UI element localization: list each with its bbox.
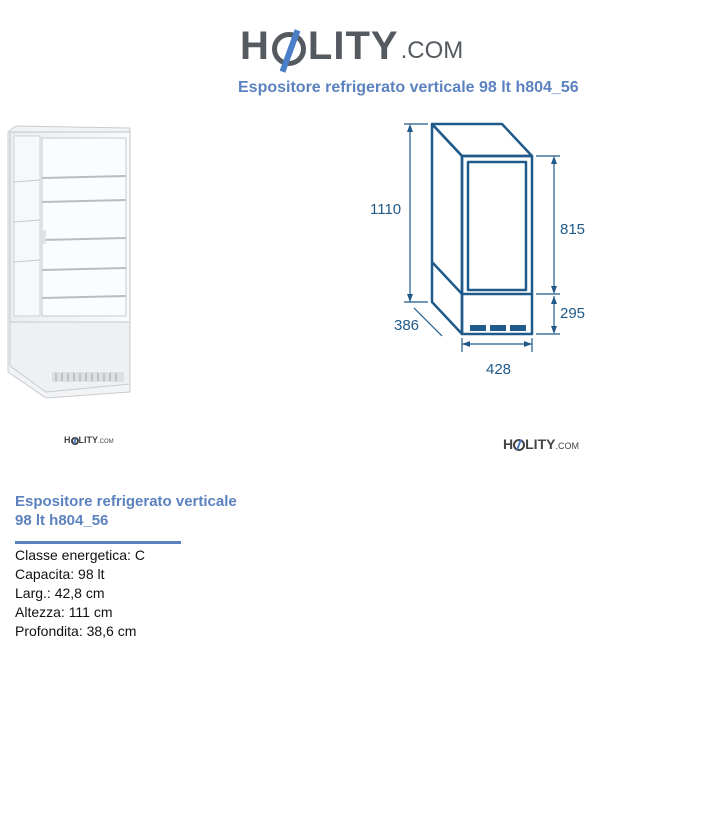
- logo-small-letters: LITY: [525, 436, 556, 452]
- spec-depth: Profondita: 38,6 cm: [15, 623, 137, 639]
- product-photo: [6, 122, 136, 400]
- dim-height-upper: 815: [560, 221, 586, 238]
- dimension-drawing: [360, 112, 590, 384]
- logo-letters: LITY: [307, 24, 399, 68]
- product-title-line2: 98 lt h804_56: [15, 512, 109, 529]
- logo-small-h: H: [64, 435, 71, 445]
- logo-small-letters: LITY: [78, 435, 98, 445]
- page-title: Espositore refrigerato verticale 98 lt h804_56: [238, 79, 579, 96]
- product-title-line1: Espositore refrigerato verticale: [15, 493, 237, 510]
- dim-height-base: 295: [560, 305, 586, 322]
- spec-energy-class: Classe energetica: C: [15, 547, 145, 563]
- holity-logo-small-left[interactable]: [64, 436, 114, 445]
- title-divider: [15, 541, 181, 544]
- product-title: [15, 492, 275, 530]
- spec-width: Larg.: 42,8 cm: [15, 585, 105, 601]
- logo-small-o-icon: [513, 439, 525, 451]
- logo-o-icon: [272, 32, 306, 66]
- dim-depth: 386: [394, 317, 420, 334]
- logo-letter-h: H: [240, 24, 270, 68]
- spec-capacity: Capacita: 98 lt: [15, 566, 105, 582]
- logo-small-tld: .COM: [555, 441, 579, 451]
- spec-height: Altezza: 111 cm: [15, 604, 113, 620]
- logo-small-tld: .COM: [98, 439, 114, 445]
- dim-height-total: 1110: [370, 201, 402, 218]
- logo-small-o-icon: [71, 437, 79, 445]
- dim-width: 428: [486, 361, 512, 378]
- logo-tld: .COM: [400, 37, 464, 64]
- holity-logo-small-right[interactable]: [503, 437, 579, 451]
- spec-list: [15, 546, 145, 641]
- holity-logo[interactable]: [240, 18, 463, 66]
- logo-small-h: H: [503, 436, 514, 452]
